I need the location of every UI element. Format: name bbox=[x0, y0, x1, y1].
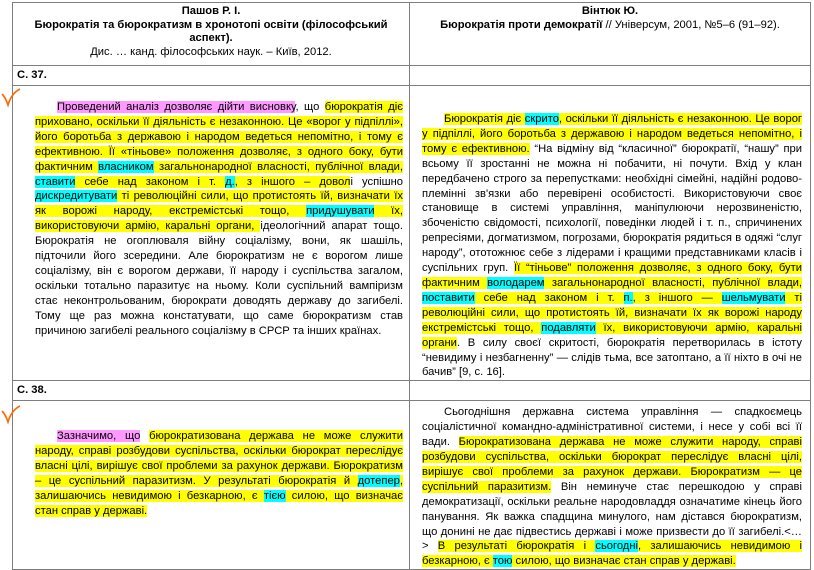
left-run-2-1 bbox=[140, 430, 149, 442]
left-run-1-5: загальнонародної власності, публічної влади, bbox=[153, 160, 403, 173]
left-run-1-10: і успішно bbox=[350, 175, 404, 188]
left-run-1-11: дискредитувати bbox=[35, 190, 118, 203]
left-run-1-6: ставити bbox=[35, 175, 76, 188]
left-run-1-7: себе над законом і т. bbox=[75, 175, 226, 188]
section-label-1: С. 37. bbox=[13, 66, 410, 86]
right-run-1-0: Бюрократія діє bbox=[444, 113, 525, 125]
right-text-cell-1 bbox=[410, 86, 811, 381]
right-passage-1 bbox=[410, 86, 810, 380]
left-run-1-14: їх, використовуючи армію, каральні органи, bbox=[35, 205, 403, 233]
left-run-1-4: власником bbox=[98, 160, 154, 173]
checkmark-icon-1 bbox=[0, 88, 22, 108]
right-run-1-4: Її “тіньове” положення дозволяє, з одного боку, бути фактичним bbox=[422, 262, 803, 289]
section-label-2: С. 38. bbox=[13, 381, 410, 401]
right-run-2-6: , залишаючись невидимою і безкарною, є bbox=[422, 540, 802, 568]
comparison-table bbox=[12, 2, 811, 570]
right-run-2-5: сьогодні bbox=[595, 540, 638, 553]
right-run-2-8: силою, що визначає стан справ у державі. bbox=[512, 555, 736, 568]
right-passage-2 bbox=[410, 401, 810, 569]
left-run-1-3: оскільки її діяльність є незаконною. Це «ворог у підпіллі», його боротьба з державою і народом ведеться непомітно, і тому є ефективною. Її «тіньове» положення дозволяє, з одного боку, бути фактичним bbox=[35, 115, 403, 173]
left-run-1-13: придушувати bbox=[306, 205, 375, 218]
right-run-2-4: В результаті бюрократія і bbox=[437, 540, 596, 553]
checkmark-icon-2 bbox=[0, 405, 22, 425]
left-passage-1 bbox=[13, 86, 409, 339]
left-run-1-8: д. bbox=[225, 175, 235, 188]
left-run-1-15: ідеологічний апарат тощо. Бюрократія не огоплюваля війну соціалізму, вони, як шашіль, підточили його зсередини. Але бюрократизм не є ворогом лише соціалізму, він є ворогом держави, її народу і суспільства загалом, оскільки тотально паразитує на ньому. Коли суспільний вампіризм стає неконтрольованим, бюрократи доводять державу до загибелі. Тому ще раз можна констатувати, що саме бюрократизм став причиною загибелі реального соціалізму в СРСР та інших країнах. bbox=[35, 220, 403, 337]
left-run-1-2: бюрократія діє приховано, bbox=[35, 101, 403, 128]
left-text-cell-1 bbox=[13, 86, 410, 381]
right-run-2-3: <…> bbox=[422, 525, 802, 553]
left-run-2-3: дотепер bbox=[357, 475, 400, 488]
right-run-1-15: . В силу своєї скритості, бюрократія перетворилась в істоту “невидиму і незбагненну” — слідів тьма, все затоптано, а її ніхто в очі не бачив” [9, с. 16]. bbox=[422, 336, 802, 379]
section-label-1-empty bbox=[410, 66, 811, 86]
right-source: // Універсум, 2001, №5–6 (91–92). bbox=[602, 18, 780, 31]
right-header-cell bbox=[410, 3, 811, 66]
left-run-1-1: , що bbox=[295, 101, 325, 113]
right-run-1-6: загальнонародної власності, публічної влади, bbox=[544, 276, 802, 289]
left-passage-2 bbox=[13, 401, 409, 518]
right-run-1-11: шельмувати bbox=[721, 291, 786, 304]
right-run-2-7: тою bbox=[492, 555, 513, 568]
right-run-1-7: поставити bbox=[422, 291, 475, 304]
right-run-1-10: , з іншого — bbox=[632, 291, 722, 304]
right-run-1-12: ті революційні сили, що протистоять їй, визначати їх як ворожі народу екстремістські тощо, bbox=[422, 291, 803, 334]
left-run-2-5: тією bbox=[263, 489, 286, 502]
right-run-1-8: себе над законом і т. bbox=[474, 291, 624, 304]
right-text-cell-2 bbox=[410, 401, 811, 570]
left-text-cell-2 bbox=[13, 401, 410, 570]
right-author: Вінтюк Ю. bbox=[581, 5, 639, 17]
left-run-1-9: , з іншого – довол bbox=[234, 175, 351, 188]
right-run-2-2: Він неминуче стає перешкодою у справі демократизації, оскільки реальне народовладдя означатиме кінець його панування. Як важка спадщина минулого, нам дістався бюрократизм, що донині не дає підвестись державі і може призвести до її загибелі. bbox=[422, 480, 802, 538]
right-run-1-2: , оскільки її діяльність є незаконною. Це ворог у підпіллі, його боротьба з державою і народом ведеться непомітно, і тому є ефективною. bbox=[422, 113, 802, 155]
left-run-1-12: ті революційні сили, що протистоять їй, визначати їх як ворожі народу, екстремістські тощо, bbox=[35, 190, 403, 218]
right-run-1-1: скрито bbox=[524, 113, 559, 125]
right-run-2-1: Бюрократизована держава не може служити народу, справі розбудови суспільства, оскільки бюрократ переслідує власні цілі, вирішує свої проблеми за рахунок держави. Бюрократизм — це суспільний паразитизм. bbox=[422, 436, 802, 493]
left-run-2-2: бюрократизована держава не може служити народу, справі розбудови суспільства, оскільки бюрократ переслідує власні цілі, вирішує свої проблеми за рахунок держави. Бюрократизм – це суспільний паразитизм. У результаті бюрократія й bbox=[35, 430, 403, 488]
right-run-1-13: подавляти bbox=[541, 321, 596, 334]
left-author: Пашов Р. І. bbox=[181, 5, 241, 17]
right-run-1-3: “На відміну від “класичної” бюрократії, “нашу” при всьому її зростанні не можна ні побачити, ні почути. Вхід у клан передбачено строго за перепустками: необхідні сімейні, надійні родово-племінні зв'язки або перевірені особистості. Використовуючи своє становище в системі управління, маніпулюючи нерозвиненістю, збоченістю свідомості, психології, поведінки людей і т. п., спричинених репресіями, догматизмом, погрозами, бюрократія рядиться в одяжі “слуг народу”, ототожнює себе з лідерами і кращими представниками класів і суспільних груп. bbox=[422, 142, 802, 275]
left-source: Дис. … канд. філософських наук. – Київ, 2012. bbox=[90, 45, 332, 58]
left-run-2-6: силою, що визначає стан справ у державі. bbox=[35, 489, 403, 517]
left-header-cell bbox=[13, 3, 410, 66]
left-run-1-0: Проведений аналіз дозволяє дійти висновку bbox=[57, 101, 296, 113]
left-run-2-4: , залишаючись невидимою і безкарною, є bbox=[35, 475, 403, 502]
left-run-2-0: Зазначимо, що bbox=[57, 430, 141, 443]
right-title: Бюрократія проти демократії bbox=[440, 18, 603, 31]
right-run-1-5: володарем bbox=[487, 276, 545, 289]
section-label-2-empty bbox=[410, 381, 811, 401]
right-run-1-14: їх, використовуючи армію, каральні органи bbox=[422, 321, 802, 349]
right-run-2-0: Сьогоднішня державна система управління — спадкоємець соціалістичної командно-адміністративної системи, і несе у собі всі її вади. bbox=[422, 406, 802, 449]
left-title: Бюрократія та бюрократизм в хронотопі освіти (філософський аспект). bbox=[34, 18, 388, 44]
right-run-1-9: п. bbox=[623, 291, 633, 304]
